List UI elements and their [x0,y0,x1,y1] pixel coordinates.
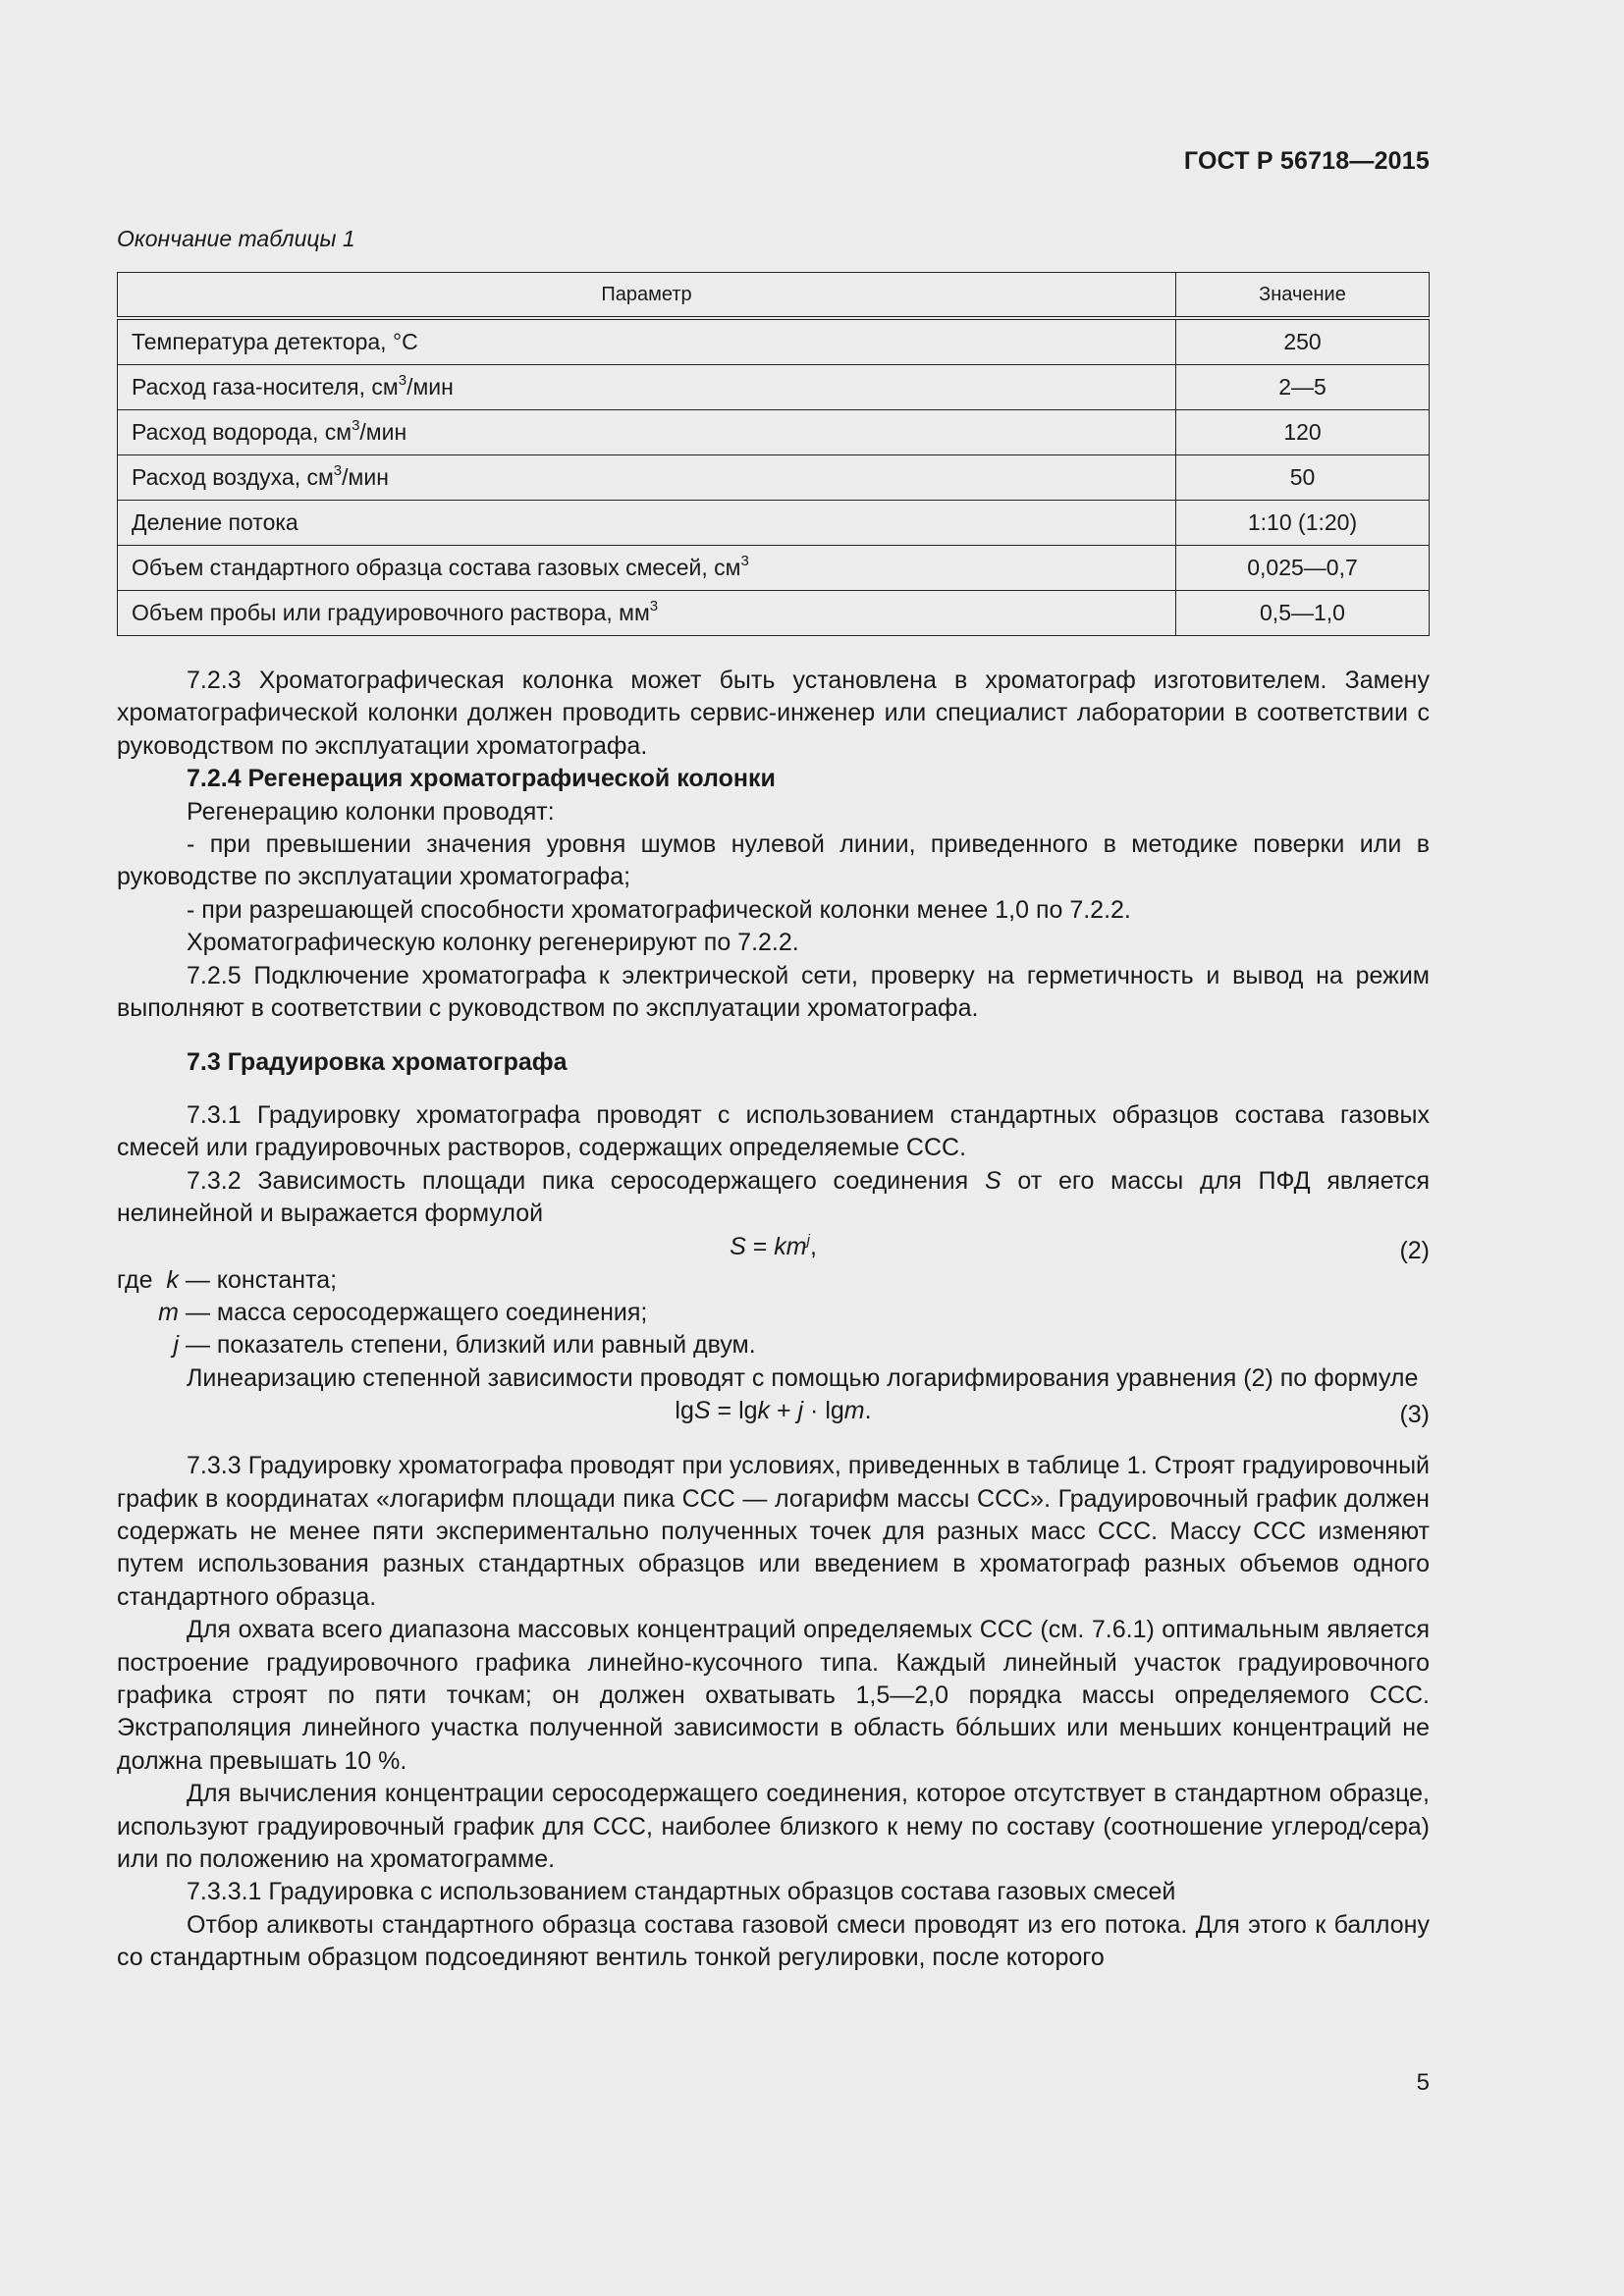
table-cell-value: 0,5—1,0 [1176,591,1430,636]
paragraph-7-3-2: 7.3.2 Зависимость площади пика серосодержащего соединения S от его массы для ПФД является нелинейной и выражается формулой [117,1166,1430,1228]
formula-3-expression: lgS = lgk + j · lgm. [675,1397,872,1425]
table-row [118,501,1430,546]
paragraph: Отбор аликвоты стандартного образца состава газовой смеси проводят из его потока. Для этого к баллону со стандартным образцом подсоединяют вентиль тонкой регулировки, после которого [117,1910,1430,1972]
paragraph-7-3-3-1: 7.3.3.1 Градуировка с использованием стандартных образцов состава газовых смесей [187,1878,1176,1906]
table-row [118,365,1430,410]
table-row [118,410,1430,455]
table-cell-parameter: Расход воздуха, $см^3$/мин [118,455,1176,501]
table-cell-parameter: Объем пробы или градуировочного раствора, $мм^3$ [118,591,1176,636]
list-item: - при разрешающей способности хроматографической колонки менее 1,0 по 7.2.2. [187,895,1131,924]
formula-3-number: (3) [1399,1401,1430,1429]
formula-3 [117,1395,1430,1428]
formula-2-expression: $S = km^j$, [730,1231,817,1260]
paragraph: Для вычисления концентрации серосодержащего соединения, которое отсутствует в стандартном образце, используют градуировочный график для ССС, наиболее близкого к нему по составу (соотношение углерод/сера) или по положению на хроматограмме. [117,1780,1430,1873]
table-cell-parameter: Расход газа-носителя, $см^3$/мин [118,365,1176,410]
table-row [118,455,1430,501]
paragraph-7-2-5: 7.2.5 Подключение хроматографа к электрической сети, проверку на герметичность и вывод на режим выполняют в соответствии с руководством по эксплуатации хроматографа. [117,961,1430,1023]
paragraph: Регенерацию колонки проводят: [187,797,555,826]
column-header-value: Значение [1176,273,1430,319]
table-row [118,591,1430,636]
paragraph-7-2-3: 7.2.3 Хроматографическая колонка может быть установлена в хроматограф изготовителем. Замену хроматографической колонки должен проводить сервис-инженер или специалист лаборатории в соответствии с руководством по эксплуатации хроматографа. [117,667,1430,760]
parameters-table [117,272,1430,636]
definition-k: где k — константа; [117,1265,338,1294]
table-cell-value: 2—5 [1176,365,1430,410]
table-cell-value: 120 [1176,410,1430,455]
table-cell-value: 50 [1176,455,1430,501]
paragraph-7-3-1: 7.3.1 Градуировку хроматографа проводят с использованием стандартных образцов состава газовых смесей или градуировочных растворов, содержащих определяемые ССС. [117,1100,1430,1162]
table-caption: Окончание таблицы 1 [117,226,355,251]
table-cell-parameter: Расход водорода, $см^3$/мин [118,410,1176,455]
heading-7-3: 7.3 Градуировка хроматографа [187,1048,568,1077]
table-cell-value: 0,025—0,7 [1176,546,1430,591]
table-cell-parameter: Объем стандартного образца состава газовых смесей, $см^3$ [118,546,1176,591]
table-cell-value: 1:10 (1:20) [1176,501,1430,546]
table-cell-parameter: Деление потока [118,501,1176,546]
table-cell-parameter: Температура детектора, °С [118,318,1176,365]
table-row [118,318,1430,365]
paragraph: Для охвата всего диапазона массовых концентраций определяемых ССС (см. 7.6.1) оптимальным является построение градуировочного графика линейно-кусочного типа. Каждый линейный участок градуировочного графика строят по пяти точкам; он должен охватывать 1,5—2,0 порядка массы определяемого ССС. Экстраполяция линейного участка полученной зависимости в область бóльших или меньших концентраций не должна превышать 10 %. [117,1616,1430,1775]
formula-2 [117,1231,1430,1264]
table-cell-value: 250 [1176,318,1430,365]
paragraph-7-3-3: 7.3.3 Градуировку хроматографа проводят при условиях, приведенных в таблице 1. Строят градуировочный график в координатах «логарифм площади пика ССС — логарифм массы ССС». Градуировочный график должен содержать не менее пяти экспериментально полученных точек для разных масс ССС. Массу ССС изменяют путем использования разных стандартных образцов или введением в хроматограф разных объемов одного стандартного образца. [117,1452,1430,1611]
paragraph-linearization: Линеаризацию степенной зависимости проводят с помощью логарифмирования уравнения (2) по формуле [187,1363,1419,1392]
body-text [117,665,1430,1975]
definition-m: m — масса серосодержащего соединения; [158,1298,648,1326]
page-number: 5 [1416,2069,1430,2096]
definition-j: j — показатель степени, близкий или равный двум. [173,1331,756,1360]
list-item: - при превышении значения уровня шумов нулевой линии, приведенного в методике поверки или в руководстве по эксплуатации хроматографа; [117,830,1430,891]
paragraph: Хроматографическую колонку регенерируют по 7.2.2. [187,929,799,957]
column-header-parameter: Параметр [118,273,1176,319]
formula-2-number: (2) [1399,1236,1430,1264]
heading-7-2-4: 7.2.4 Регенерация хроматографической колонки [187,765,776,793]
table-row [118,546,1430,591]
table-header-row [118,273,1430,319]
document-code: ГОСТ Р 56718—2015 [1183,147,1430,175]
